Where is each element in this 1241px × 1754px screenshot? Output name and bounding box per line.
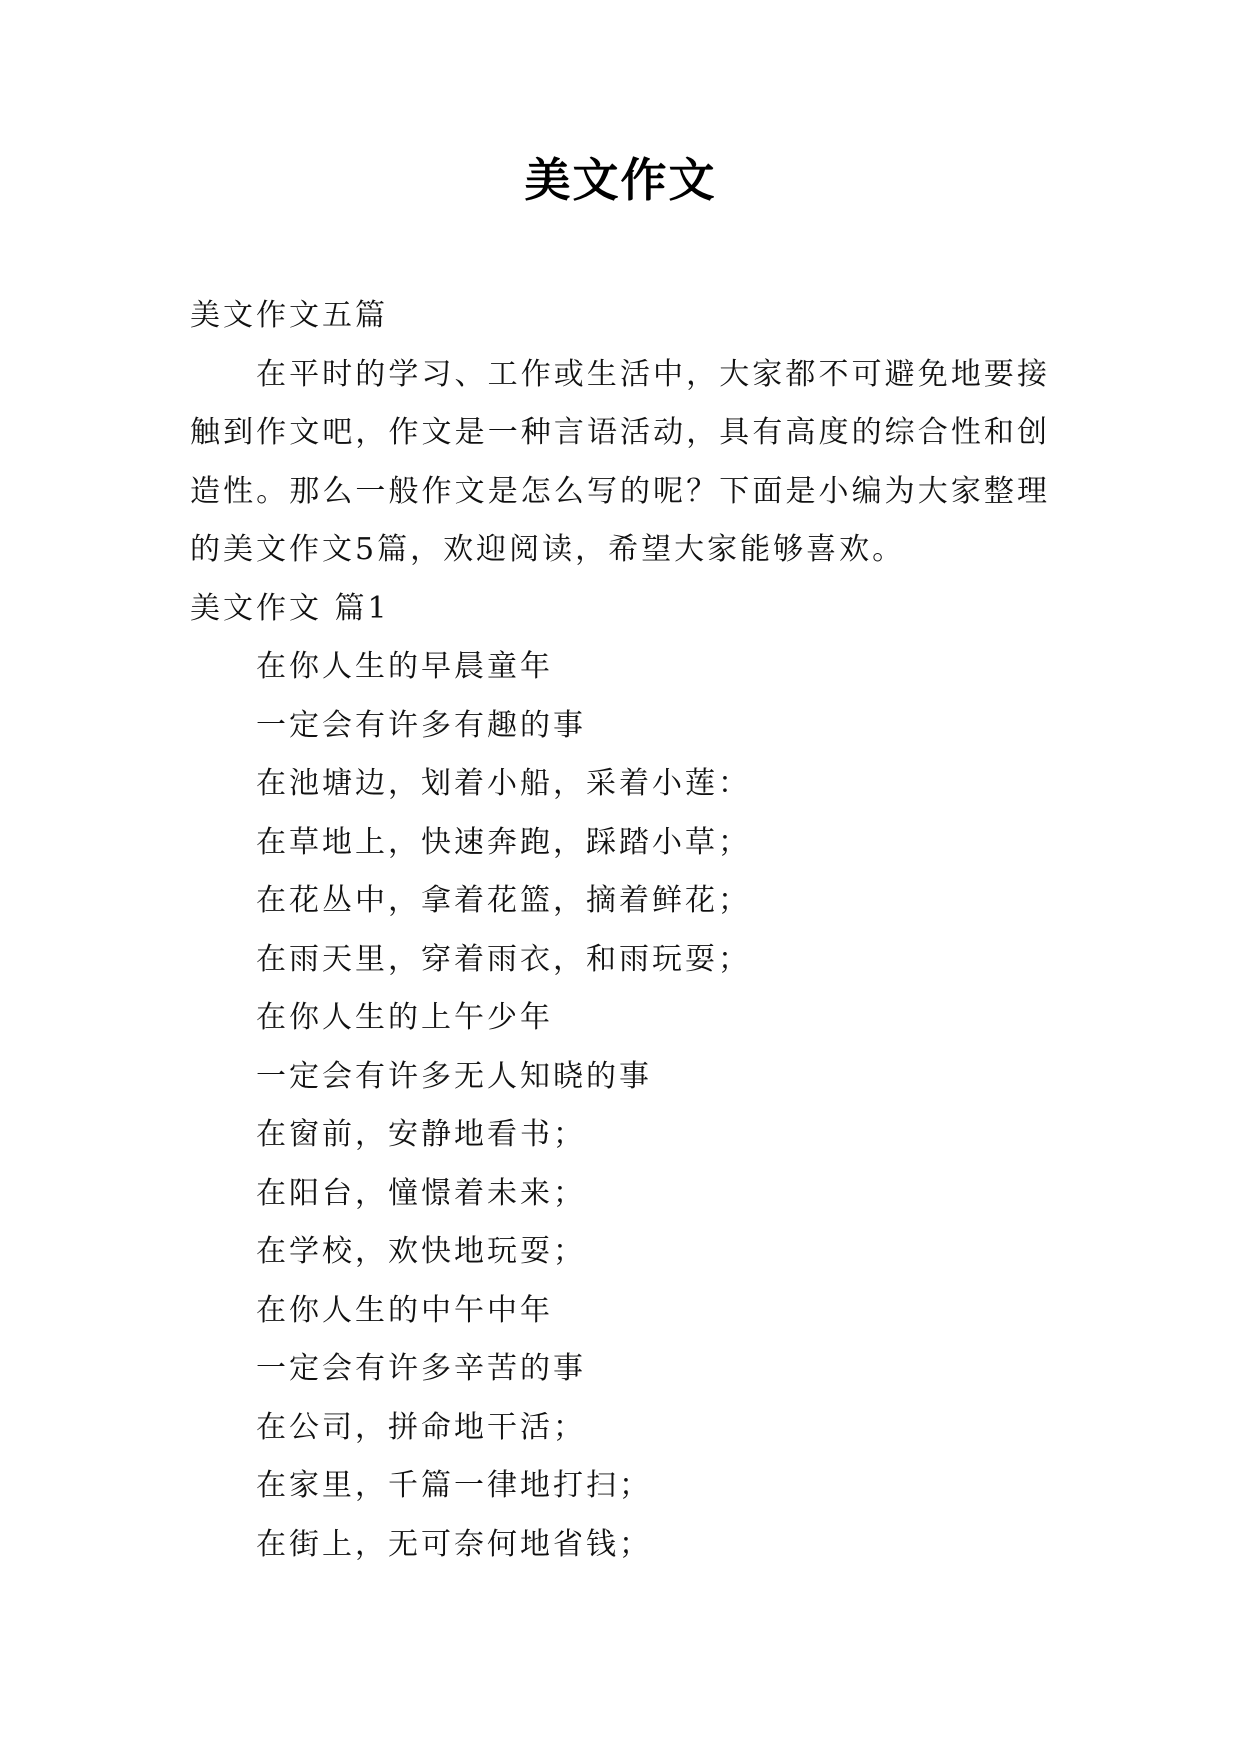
poem-line: 一定会有许多有趣的事 (256, 707, 586, 743)
section-heading: 美文作文 篇1 (190, 590, 390, 626)
intro-paragraph: 在平时的学习、工作或生活中，大家都不可避免地要接触到作文吧，作文是一种言语活动，具有高度的综合性和创造性。那么一般作文是怎么写的呢？下面是小编为大家整理的美文作文5篇，欢迎阅读，希望大家能够喜欢。 (190, 356, 1050, 567)
poem-line: 在你人生的上午少年 (256, 1000, 553, 1035)
poem-line: 在窗前，安静地看书； (256, 1117, 586, 1152)
poem-line: 一定会有许多辛苦的事 (256, 1351, 586, 1386)
poem-line: 在池塘边，划着小船，采着小莲： (256, 766, 751, 801)
document-body (190, 287, 1050, 1574)
poem-line: 在街上，无可奈何地省钱； (256, 1526, 652, 1562)
document-title: 美文作文 (524, 153, 717, 207)
poem-line: 在学校，欢快地玩耍； (256, 1234, 586, 1269)
poem-line: 在公司，拼命地干活； (256, 1409, 586, 1445)
collection-subtitle: 美文作文五篇 (190, 298, 388, 333)
poem-line: 在草地上，快速奔跑，踩踏小草； (256, 824, 751, 860)
poem-line: 在家里，千篇一律地打扫； (256, 1468, 652, 1503)
poem-line: 在你人生的中午中年 (256, 1292, 553, 1328)
poem-line: 在你人生的早晨童年 (256, 649, 553, 684)
poem-line: 在阳台，憧憬着未来； (256, 1175, 586, 1211)
poem-line: 在雨天里，穿着雨衣，和雨玩耍； (256, 941, 751, 977)
poem-line: 在花丛中，拿着花篮，摘着鲜花； (256, 883, 751, 918)
poem-line: 一定会有许多无人知晓的事 (256, 1058, 652, 1094)
